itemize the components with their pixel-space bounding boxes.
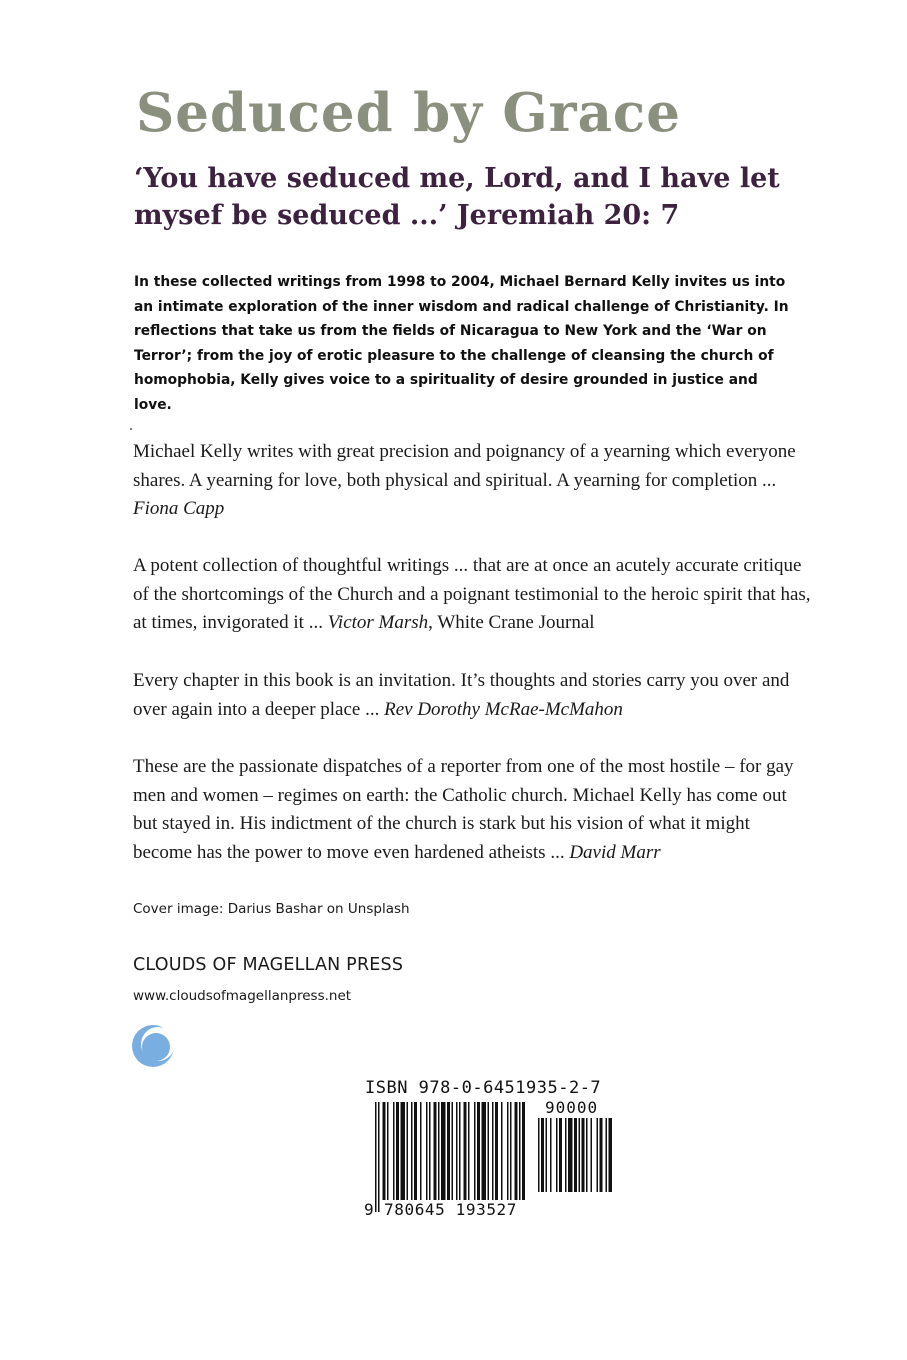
review-text: Michael Kelly writes with great precision and poignancy of a yearning which everyone shares. A yearning for love, both physical and spiritual. A yearning for completion ... [133, 441, 796, 491]
barcode-bar [579, 1118, 581, 1192]
addon-barcode [538, 1118, 612, 1204]
barcode-bar [600, 1118, 603, 1192]
review-source: , White Crane Journal [428, 612, 595, 633]
barcode-bar [411, 1102, 413, 1200]
barcode-bar [474, 1102, 476, 1200]
publisher-website: www.cloudsofmagellanpress.net [133, 988, 352, 1004]
barcode-bar [477, 1102, 480, 1200]
barcode-bar [396, 1102, 399, 1200]
isbn-label: ISBN 978-0-6451935-2-7 [365, 1078, 602, 1098]
barcode-bar [565, 1118, 567, 1192]
review-text: These are the passionate dispatches of a reporter from one of the most hostile – for gay men and women – regimes on earth: the Catholic church. Michael Kelly has come out but stayed in. His indictment of the church is stark but his vision of what it might become has the power to move even hardened atheists ... [133, 756, 794, 863]
barcode-bar [438, 1102, 440, 1200]
stray-mark [130, 428, 132, 430]
epigraph-quote: ‘You have seduced me, Lord, and I have let mysef be seduced ...’ Jeremiah 20: 7 [134, 163, 780, 231]
ean-digits: 780645 193527 [384, 1200, 518, 1219]
review-author: David Marr [569, 841, 661, 863]
barcode-bar [401, 1102, 406, 1200]
barcode-bar [586, 1118, 588, 1192]
barcode-bar [429, 1102, 431, 1200]
barcode-bar [510, 1102, 512, 1200]
review-author: Rev Dorothy McRae-McMahon [384, 698, 623, 720]
barcode-bar [447, 1102, 450, 1200]
barcode-bar [609, 1118, 613, 1192]
barcode-bar [393, 1102, 395, 1200]
review-author: Victor Marsh [327, 612, 429, 633]
barcode-bar [456, 1102, 458, 1200]
barcode-bar [383, 1102, 386, 1200]
review-quote [133, 552, 813, 638]
review-quote [133, 438, 813, 524]
barcode-bar [591, 1118, 593, 1192]
barcode-bar [495, 1102, 498, 1200]
review-quote [133, 667, 813, 724]
barcode-bar [546, 1118, 548, 1192]
review-text: A potent collection of thoughtful writings ... that are at once an acutely accurate critique of the shortcomings of the Church and a poignant testimonial to the heroic spirit that has, at times, invigorated it ... [133, 555, 811, 633]
ean13-barcode [375, 1102, 525, 1212]
barcode-bar [597, 1118, 599, 1192]
barcode-bar [606, 1118, 608, 1192]
barcode-bar [492, 1102, 494, 1200]
review-text: Every chapter in this book is an invitation. It’s thoughts and stories carry you over and over again into a deeper place ... [133, 670, 790, 720]
barcode-bar [519, 1102, 521, 1200]
book-title: Seduced by Grace [136, 82, 681, 144]
barcode-bar [420, 1102, 422, 1200]
barcode-bar [488, 1102, 490, 1212]
review-quote [133, 753, 813, 867]
cover-image-credit: Cover image: Darius Bashar on Unsplash [133, 901, 410, 917]
barcode-bar [459, 1102, 461, 1200]
barcode-bar [387, 1102, 389, 1200]
barcode-bar [522, 1102, 525, 1200]
barcode-bar [568, 1118, 573, 1192]
ean-first-digit: 9 [364, 1200, 374, 1219]
barcode-bar [559, 1118, 562, 1192]
barcode-bar [407, 1102, 409, 1200]
barcode-bar [550, 1118, 552, 1192]
barcode-bar [426, 1102, 428, 1200]
barcode-bar [441, 1102, 446, 1200]
barcode-bar [434, 1102, 437, 1200]
barcode-bar [468, 1102, 470, 1200]
barcode-bar [556, 1118, 558, 1192]
barcode-bar [507, 1102, 509, 1200]
barcode-bar [538, 1118, 540, 1192]
publisher-name: CLOUDS OF MAGELLAN PRESS [133, 955, 404, 975]
barcode-bar [414, 1102, 417, 1200]
barcode-bar [574, 1118, 577, 1192]
barcode-bar [582, 1118, 585, 1192]
barcode-bar [464, 1102, 467, 1200]
barcode-bar [378, 1102, 380, 1212]
barcode-bar [515, 1102, 518, 1200]
barcode-bar [541, 1118, 544, 1192]
barcode-bar [375, 1102, 377, 1212]
barcode-bar [501, 1102, 503, 1200]
review-author: Fiona Capp [133, 498, 225, 519]
barcode-bar [482, 1102, 487, 1212]
crescent-circle-logo-icon [131, 1024, 177, 1068]
barcode-bar [452, 1102, 454, 1200]
barcode-addon-digits: 90000 [545, 1098, 599, 1117]
book-blurb: In these collected writings from 1998 to 2004, Michael Bernard Kelly invites us into an intimate exploration of the inner wisdom and radical challenge of Christianity. In reflections that take us from the fields of Nicaragua to New York and the ‘War on Terror’; from the joy of erotic pleasure to the challenge of cleansing the church of homophobia, Kelly gives voice to a spirituality of desire grounded in justice and love. [134, 274, 789, 413]
